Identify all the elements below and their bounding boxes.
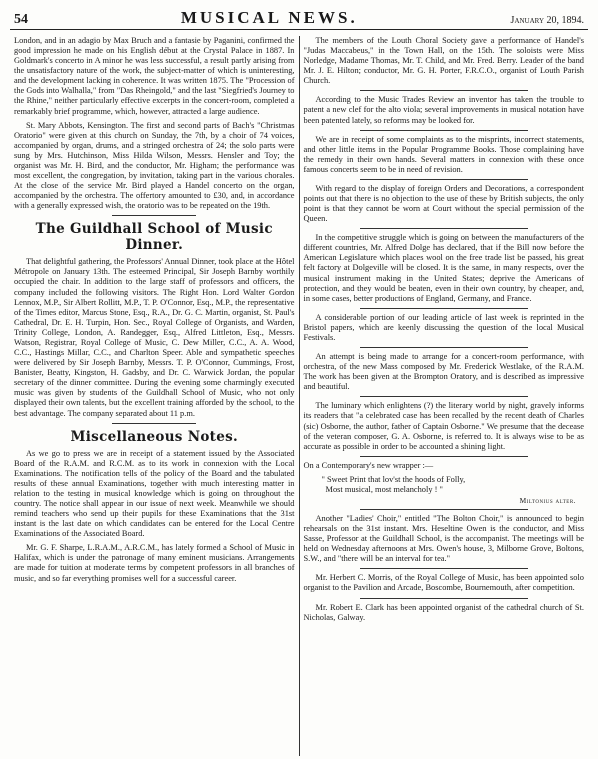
- section-heading: Miscellaneous Notes.: [70, 428, 238, 445]
- item-divider: [360, 90, 528, 91]
- article-paragraph: Another "Ladies' Choir," entitled "The Bolton Choir," is announced to begin rehearsals on the 31st instant. Mrs. Heseltine Owen is the conductor, and Miss Sasse, Professor at the Guildhall School, is the accompanist. The meetings will be held on Wednesday afternoons at Mrs. Owen's house, 3, Milborne Grove, Boltons, S.W., and "there will be an interval for tea.": [303, 513, 584, 564]
- article-paragraph: Mr. Robert E. Clark has been appointed organist of the cathedral church of St. Nicholas, Galway.: [303, 602, 584, 622]
- article-paragraph: The members of the Louth Choral Society gave a performance of Handel's "Judas Maccabeus," in the Town Hall, on the 15th. The soloists were Miss Norledge, Madame Thomas, Mr. T. Child, and Mr. Fred. Berry. Leader of the band Mr. J. E. Hilton; conductor, Mr. G. H. Porter, F.R.C.O., organist of Louth Parish Church.: [303, 36, 584, 86]
- page-number: 54: [14, 12, 28, 27]
- article-paragraph: London, and in an adagio by Max Bruch and a fantasie by Paganini, confirmed the good impression he made on his English début at the Crystal Palace in 1887. In Goldmark's concerto in A minor he was less successful, a result partly arising from the unsatisfactory nature of the work, the subject-matter of which is uninteresting, and the development lacking in coherence. It was written 1875. The "Procession of the Gods into Walhalla," from "Das Rheingold," and the last "Siegfried's Journey to the Rhine," neither particularly effective excerpts in the concert-room, completed a remarkably brief programme, which, however, attracted a large audience.: [14, 36, 295, 116]
- section-heading: The Guildhall School of Music Dinner.: [35, 221, 273, 254]
- article-paragraph: We are in receipt of some complaints as to the misprints, incorrect statements, and other little items in the Popular Programme Books. Those complaining have the remedy in their own hands. Several matters in connexion with these once famous concerts seem to be in need of revision.: [303, 134, 584, 174]
- verse-line: Most musical, most melancholy ! ": [325, 484, 443, 494]
- verse-signature: Miltonius alter.: [519, 495, 576, 505]
- article-paragraph: In the competitive struggle which is going on between the manufacturers of the different countries, Mr. Alfred Dolge has declared, that if the Bill now before the American Legislature which places wool on the free trade list be passed, his great felt factory at Dolgeville will be closed. It is the same, in many respects, over the musical instrument making in the United States; deprive the Americans of protection, and they would be beaten, even in their own country, by cheaper, and, in some cases, better productions of England, Germany, and France.: [303, 233, 584, 303]
- left-column: [10, 36, 299, 756]
- article-paragraph: The luminary which enlightens (?) the literary world by night, gravely informs its readers that "a celebrated case has been recalled by the recent death of Charles (sic) Osborne, the author, father of Captain Osborne." We presume that the decease of the veteran composer, G. A. Osborne, is referred to. It is always wise to be as accurate as possible in order to be accounted a shining light.: [303, 401, 584, 451]
- item-divider: [360, 130, 528, 131]
- journal-title: MUSICAL NEWS.: [180, 8, 358, 27]
- article-paragraph: An attempt is being made to arrange for a concert-room performance, with orchestra, of the new Mass composed by Mr. Frederick Westlake, of the R.A.M. The work has been given at the Brompton Oratory, and is described as impressive and beautiful.: [303, 352, 584, 392]
- verse-line: " Sweet Print that lov'st the hoods of Folly,: [321, 474, 466, 484]
- item-divider: [360, 598, 528, 599]
- item-divider: [360, 179, 528, 180]
- right-column: [300, 36, 589, 756]
- item-divider: [360, 396, 528, 397]
- article-paragraph: A considerable portion of our leading article of last week is reprinted in the Bristol papers, which are keenly discussing the question of the local Musical Festivals.: [303, 312, 584, 342]
- quoted-verse: [304, 475, 585, 495]
- page-header: [10, 8, 588, 30]
- article-paragraph: That delightful gathering, the Professors' Annual Dinner, took place at the Hôtel Métropole on January 13th. The esteemed Principal, Sir Joseph Barnby worthily occupied the chair. In addition to the large staff of professors and officers, the company included the following visitors. The Right Hon. Lord Walter Gordon Lennox, M.P., Sir Albert Rollitt, M.P., T. P. O'Connor, Esq., M.P., the representative of the Times editor, Marcus Stone, Esq., R.A., Dr. G. C. Martin, organist, St. Paul's Cathedral, Dr. E. H. Turpin, Hon. Sec., Royal College of Organists, and Warden, Trinity College, London, A. Randegger, Esq., Alfred Littleton, Esq., Messrs. Watson, Registrar, Royal College of Music, C. Dew Miller, C.C., A. A. Wood, C.C., Hastings Millar, C.C., and Charlton Speer. Able and sympathetic speeches were delivered by Sir Joseph Barnby, Messrs. T. P. O'Connor, Cummings, Frost, Banister, Beatty, Kingston, H. Gadsby, and Dr. C. Warwick Jordan, the popular secretary of the dinner committee. During the evening some charmingly executed music was given by students of the Guildhall School of Music, who not only displayed their own talents, but the excellent training afforded by the school, to the best advantage. The company separated about 11 p.m.: [14, 257, 295, 418]
- two-column-body: [10, 36, 588, 756]
- article-paragraph: According to the Music Trades Review an inventor has taken the trouble to patent a new clef for the alto viola; several improvements in musical notation have been patented lately, so reforms may be looked for.: [303, 95, 584, 125]
- article-paragraph: On a Contemporary's new wrapper :—: [303, 460, 434, 470]
- article-paragraph: With regard to the display of foreign Orders and Decorations, a correspondent points out that there is no objection to the use of these by British subjects, the only point is that they cannot be worn at Court without the special permission of the Queen.: [303, 183, 584, 224]
- section-divider: [112, 215, 196, 216]
- item-divider: [360, 456, 528, 457]
- item-divider: [360, 228, 528, 229]
- item-divider: [360, 308, 528, 309]
- article-paragraph: As we go to press we are in receipt of a statement issued by the Associated Board of the R.A.M. and R.C.M. as to its work in connexion with the Local Examinations. The notification tells of the policy of the Board and the tabulated results of these annual Examinations, together with much interesting matter in relation to the testing in musical knowledge which is going on throughout the country. The notice shall appear in our issue of next week. Meanwhile we should remind teachers who send up their pupils for these Examinations that the 31st instant is the last date on which candidates can be entered for the Local Centre Examinations of the Associated Board.: [14, 448, 295, 539]
- item-divider: [360, 347, 528, 348]
- item-divider: [360, 568, 528, 569]
- section-divider: [112, 423, 196, 424]
- issue-date: January 20, 1894.: [510, 15, 584, 26]
- article-paragraph: Mr. Herbert C. Morris, of the Royal College of Music, has been appointed solo organist to the Pavilion and Arcade, Boscombe, Bournemouth, after competition.: [303, 573, 584, 593]
- article-paragraph: St. Mary Abbots, Kensington. The first and second parts of Bach's "Christmas Oratorio" were given at this church on Sunday, the 7th, by a choir of 74 voices, accompanied by organ, drums, and a stringed orchestra of 24; the solo parts were sung by Mrs. Hutchinson, Miss Hilda Wilson, Messrs. Hensler and Toy; the organist was Mr. H. Bird, and the conductor, Mr. Higham; the performance was most excellent, the congregation, by invitation, taking part in the various chorales. At the close of the service Mr. Bird played a Handel concerto on the organ, accompanied by the orchestra. The offertory amounted to £30, and, in accordance with a generally expressed wish, the oratorio was to be repeated on the 19th.: [14, 120, 295, 211]
- article-paragraph: Mr. G. F. Sharpe, L.R.A.M., A.R.C.M., has lately formed a School of Music in Halifax, which is under the patronage of many eminent musicians. Arrangements are made for tuition at moderate terms by competent professors in all branches of music, and so far everything promises well for a successful career.: [14, 543, 295, 583]
- item-divider: [360, 509, 528, 510]
